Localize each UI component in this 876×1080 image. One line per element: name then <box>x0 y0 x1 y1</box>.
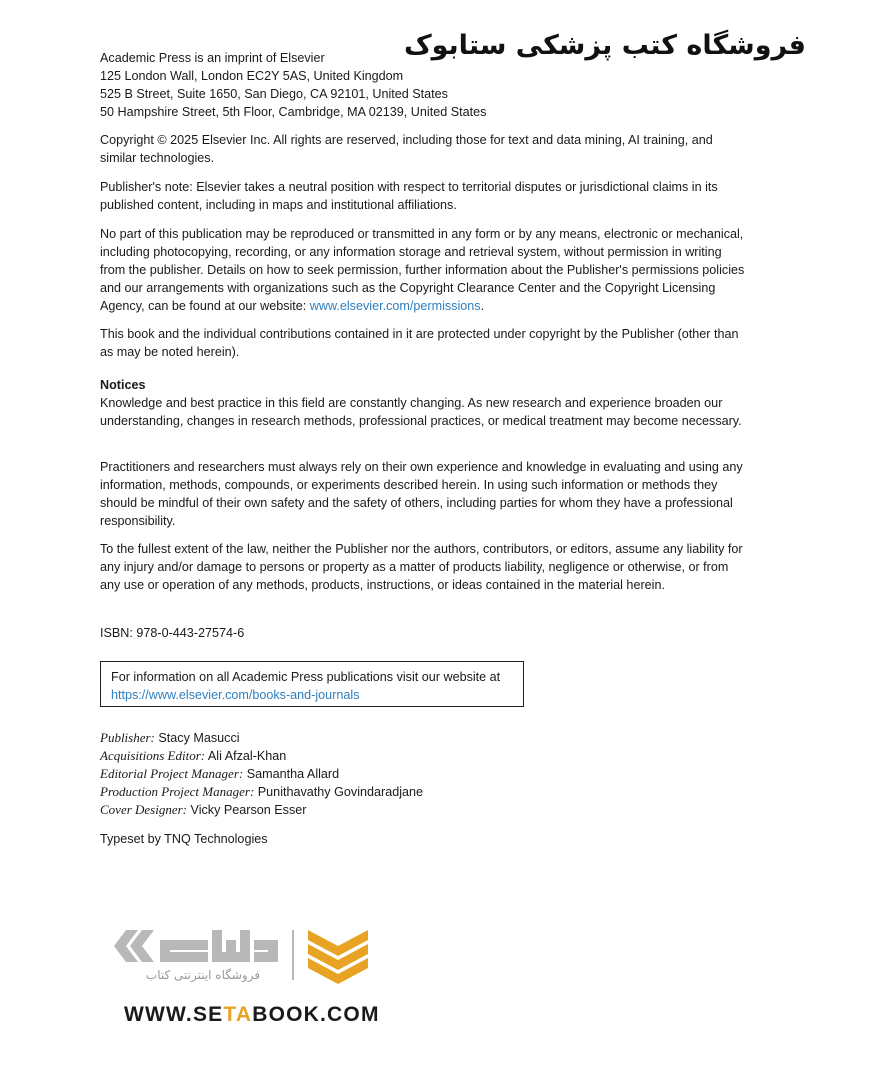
copyright-statement <box>100 131 750 167</box>
credit-name: Stacy Masucci <box>158 731 240 745</box>
notices-section <box>100 376 750 430</box>
books-journals-link[interactable]: https://www.elsevier.com/books-and-journals <box>111 688 360 702</box>
wordmark-shapes <box>160 930 278 962</box>
notices-paragraph-2 <box>100 458 750 530</box>
publishers-note-text: Publisher's note: Elsevier takes a neutral position with respect to territorial disputes or jurisdictional claims in its published content, including in maps and institutional affiliations. <box>100 180 718 212</box>
store-watermark-header: فروشگاه کتب پزشکی ستابوک <box>403 30 806 61</box>
typeset-credit: Typeset by TNQ Technologies <box>100 832 268 846</box>
protection-notice <box>100 325 750 361</box>
notices-paragraph: To the fullest extent of the law, neither the Publisher nor the authors, contributors, or editors, assume any liability for any injury and/or damage to persons or property as a matter of products liability, negligence or otherwise, or from any use or operation of any methods, products, instructions, or ideas contained in the material herein. <box>100 542 743 592</box>
credit-role: Publisher: <box>100 730 155 745</box>
credit-role: Production Project Manager: <box>100 784 255 799</box>
isbn-text: ISBN: 978-0-443-27574-6 <box>100 626 245 640</box>
address-line: 50 Hampshire Street, 5th Floor, Cambridge, MA 02139, United States <box>100 105 487 119</box>
logo-divider <box>292 930 294 980</box>
website-info-box <box>100 661 524 707</box>
copyright-text: Copyright © 2025 Elsevier Inc. All rights are reserved, including those for text and data mining, AI training, and similar technologies. <box>100 133 713 165</box>
credit-role: Cover Designer: <box>100 802 188 817</box>
credit-name: Vicky Pearson Esser <box>190 803 307 817</box>
credit-line <box>100 747 423 765</box>
credit-role: Editorial Project Manager: <box>100 766 244 781</box>
logo-tagline: فروشگاه اینترنتی کتاب <box>145 968 261 982</box>
notices-paragraph: Knowledge and best practice in this field are constantly changing. As new research and experience broaden our understanding, changes in research methods, professional practices, or medical treatment may become necessary. <box>100 396 742 428</box>
reproduction-text: No part of this publication may be reproduced or transmitted in any form or by any means, electronic or mechanical, including photocopying, recording, or any information storage and retrieval system, without permission in writing from the publisher. Details on how to seek permission, further information about the Publisher's permissions policies and our arrangements with organizations such as the Copyright Clearance Center and the Copyright Licensing Agency, can be found at our website: <box>100 227 745 313</box>
production-credits <box>100 729 423 819</box>
credit-line <box>100 729 423 747</box>
credit-name: Samantha Allard <box>246 767 340 781</box>
address-line: 525 B Street, Suite 1650, San Diego, CA 92101, United States <box>100 87 448 101</box>
notices-paragraph-3 <box>100 540 750 594</box>
publisher-address <box>100 49 750 121</box>
notices-paragraph: Practitioners and researchers must always rely on their own experience and knowledge in evaluating and using any information, methods, compounds, or experiments described herein. In using such information or methods they should be mindful of their own safety and the safety of others, including parties for whom they have a professional responsibility. <box>100 460 743 528</box>
store-url: WWW.SETABOOK.COM <box>124 1003 380 1026</box>
credit-line <box>100 783 423 801</box>
chevrons-icon <box>114 930 154 962</box>
isbn <box>100 624 750 642</box>
credit-name: Ali Afzal-Khan <box>207 749 287 763</box>
book-emblem-icon <box>308 930 368 984</box>
protection-text: This book and the individual contributions contained in it are protected under copyright by the Publisher (other than as may be noted herein). <box>100 327 739 359</box>
permissions-link[interactable]: www.elsevier.com/permissions <box>309 299 481 313</box>
publishers-note <box>100 178 750 214</box>
address-line: Academic Press is an imprint of Elsevier <box>100 51 325 65</box>
info-box-text: For information on all Academic Press publications visit our website at <box>111 670 501 684</box>
reproduction-notice: No part of this publication may be reproduced or transmitted in any form or by any means, electronic or mechanical, including photocopying, recording, or any information storage and retrieval system, without permission in writing from the publisher. Details on how to seek permission, further information about the Publisher's permissions policies and our arrangements with organizations such as the Copyright Clearance Center and the Copyright Licensing Agency, can be found at our website: www.elsevier.com/permissions. <box>100 227 745 313</box>
address-line: 125 London Wall, London EC2Y 5AS, United Kingdom <box>100 69 404 83</box>
credit-name: Punithavathy Govindaradjane <box>257 785 424 799</box>
credit-role: Acquisitions Editor: <box>100 748 206 763</box>
credit-line <box>100 801 423 819</box>
notices-heading: Notices <box>100 378 146 392</box>
credit-line <box>100 765 423 783</box>
